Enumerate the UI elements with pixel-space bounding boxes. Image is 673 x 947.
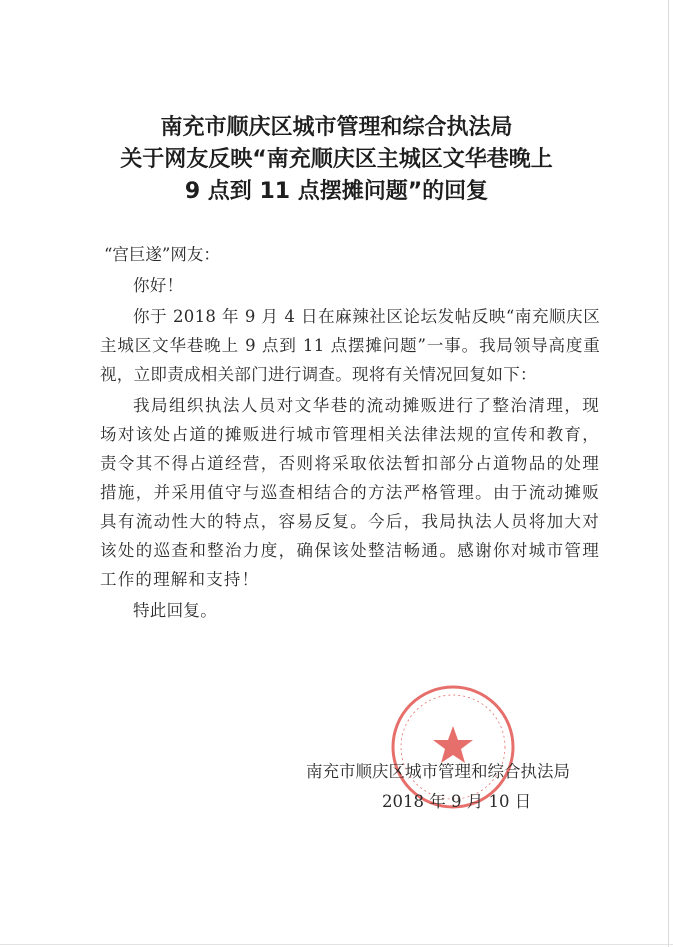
- title-line: 关于网友反映“南充顺庆区主城区文华巷晚上: [120, 147, 553, 172]
- closing-remark: 特此回复。: [133, 601, 217, 620]
- page-edge: [668, 0, 669, 947]
- body-paragraph: 我局组织执法人员对文华巷的流动摊贩进行了整治清理，现场对该处占道的摊贩进行城市管理相关法律法规的宣传和教育，责令其不得占道经营，否则将采取依法暂扣部分占道物品的处理措施，并采用值守与巡查相结合的方法严格管理。由于流动摊贩具有流动性大的特点，容易反复。今后，我局执法人员将加大对该处的巡查和整治力度，确保该处整洁畅通。感谢你对城市管理工作的理解和支持！: [100, 396, 600, 589]
- salutation: “宫巨遂”网友：: [104, 245, 220, 264]
- title-line: 南充市顺庆区城市管理和综合执法局: [160, 115, 513, 140]
- body-paragraph: 你于 2018 年 9 月 4 日在麻辣社区论坛发帖反映“南充顺庆区主城区文华巷晚上 9 点到 11 点摆摊问题”一事。我局领导高度重视，立即责成相关部门进行调查。现将有关情况回复如下：: [100, 307, 600, 384]
- document-body: [100, 240, 600, 625]
- document-title: [40, 112, 633, 208]
- title-line: 9 点到 11 点摆摊问题”的回复: [184, 179, 489, 204]
- signature-block: [300, 757, 620, 817]
- page-edge: [0, 944, 673, 945]
- greeting: 你好！: [133, 276, 184, 295]
- signature-organization: 南充市顺庆区城市管理和综合执法局: [306, 762, 570, 781]
- signature-date: 2018 年 9 月 10 日: [382, 792, 532, 811]
